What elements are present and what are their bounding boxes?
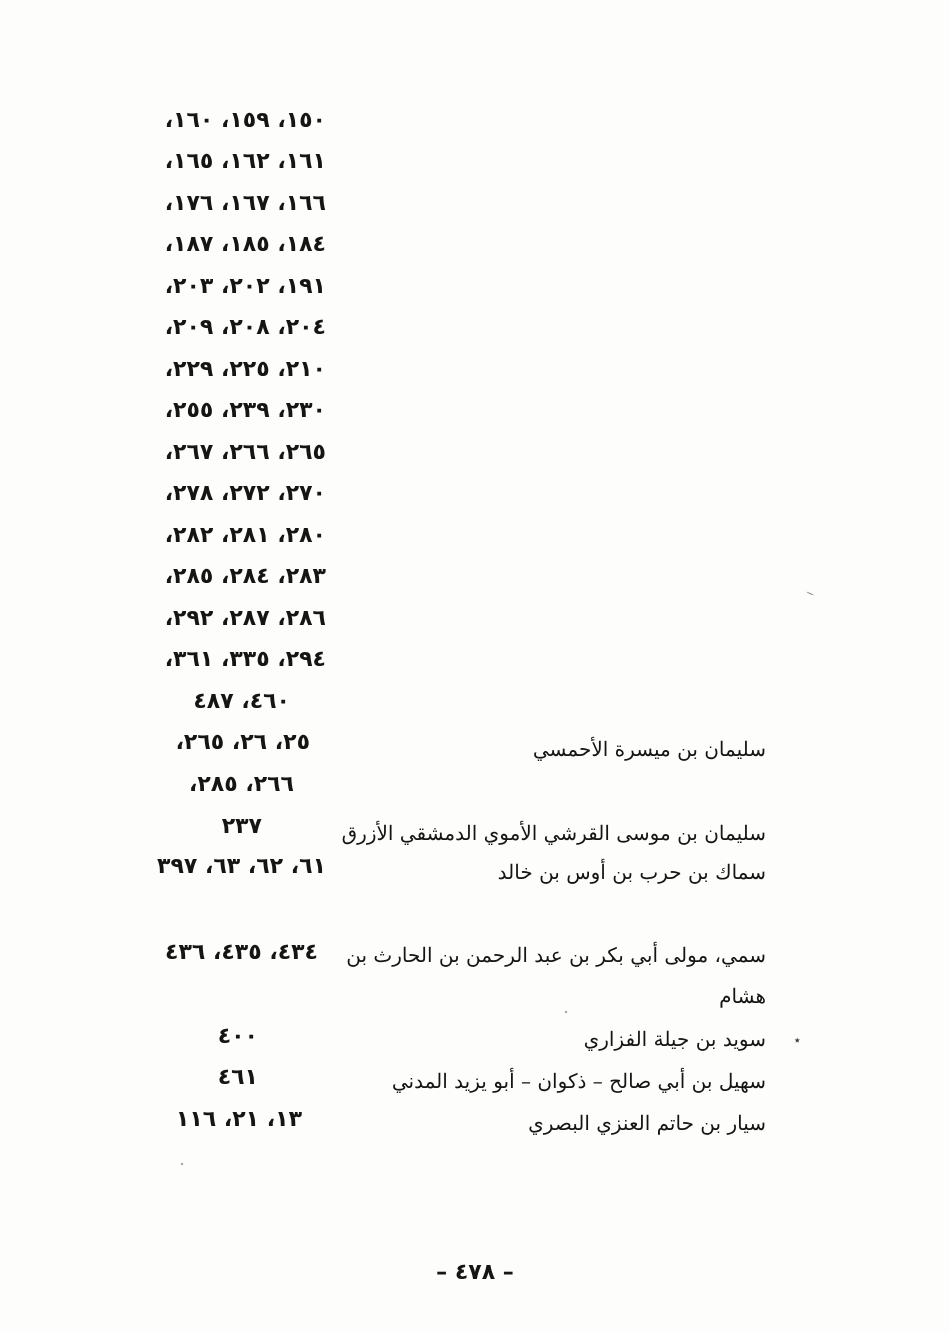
entry-name-continued: هشام [719, 984, 766, 1008]
entry-name: سليمان بن موسى القرشي الأموي الدمشقي الأزرق [341, 821, 766, 845]
page-list-line: ٢٨٦، ٢٨٧، ٢٩٢، [164, 606, 326, 631]
page-list-line: ١٩١، ٢٠٢، ٢٠٣، [164, 274, 326, 299]
page-list-line: ٢٨٣، ٢٨٤، ٢٨٥، [164, 564, 326, 589]
page-number: – ٤٧٨ – [436, 1260, 514, 1285]
page-list-line: ٢٨٠، ٢٨١، ٢٨٢، [164, 523, 326, 548]
entry-name: سويد بن جيلة الفزاري [583, 1027, 766, 1051]
entry-pages: ٤٠٠ [217, 1024, 258, 1049]
entry-pages: ٦١، ٦٢، ٦٣، ٣٩٧ [157, 854, 326, 879]
page-list-line: ٢١٠، ٢٢٥، ٢٢٩، [164, 357, 326, 382]
entry-name: سمي، مولى أبي بكر بن عبد الرحمن بن الحارث بن [346, 943, 766, 967]
page-list-line: ١٨٤، ١٨٥، ١٨٧، [164, 232, 326, 257]
entry-name: سهيل بن أبي صالح – ذكوان – أبو يزيد المدني [391, 1069, 766, 1093]
page-list-line: ٢٦٥، ٢٦٦، ٢٦٧، [164, 440, 326, 465]
entry-name: سليمان بن ميسرة الأحمسي [532, 737, 766, 761]
asterisk-marker: ٭ [794, 1033, 801, 1047]
page-list-line: ١٥٠، ١٥٩، ١٦٠، [164, 108, 326, 133]
scan-speck [565, 1011, 567, 1013]
scan-speck [181, 1163, 183, 1165]
entry-pages: ٤٦١ [217, 1065, 258, 1090]
entry-name: سيار بن حاتم العنزي البصري [528, 1111, 766, 1135]
page-list-line: ٢٧٠، ٢٧٢، ٢٧٨، [164, 481, 326, 506]
entry-pages: ٤٣٤، ٤٣٥، ٤٣٦ [165, 940, 318, 965]
page-list-line: ٢٠٤، ٢٠٨، ٢٠٩، [164, 315, 326, 340]
page-list-line: ٤٦٠، ٤٨٧ [193, 689, 290, 714]
entry-name: سماك بن حرب بن أوس بن خالد [497, 860, 766, 884]
entry-pages: ٢٦٦، ٢٨٥، [189, 772, 294, 797]
page-list-line: ٢٣٠، ٢٣٩، ٢٥٥، [164, 398, 326, 423]
page-list-line: ٢٩٤، ٣٣٥، ٣٦١، [164, 647, 326, 672]
scan-speck [806, 591, 814, 595]
entry-pages: ١٣، ٢١، ١١٦ [175, 1107, 302, 1132]
entry-pages: ٢٥، ٢٦، ٢٦٥، [175, 730, 310, 755]
entry-pages: ٢٣٧ [221, 814, 262, 839]
page-list-line: ١٦١، ١٦٢، ١٦٥، [164, 149, 326, 174]
page-list-line: ١٦٦، ١٦٧، ١٧٦، [164, 191, 326, 216]
